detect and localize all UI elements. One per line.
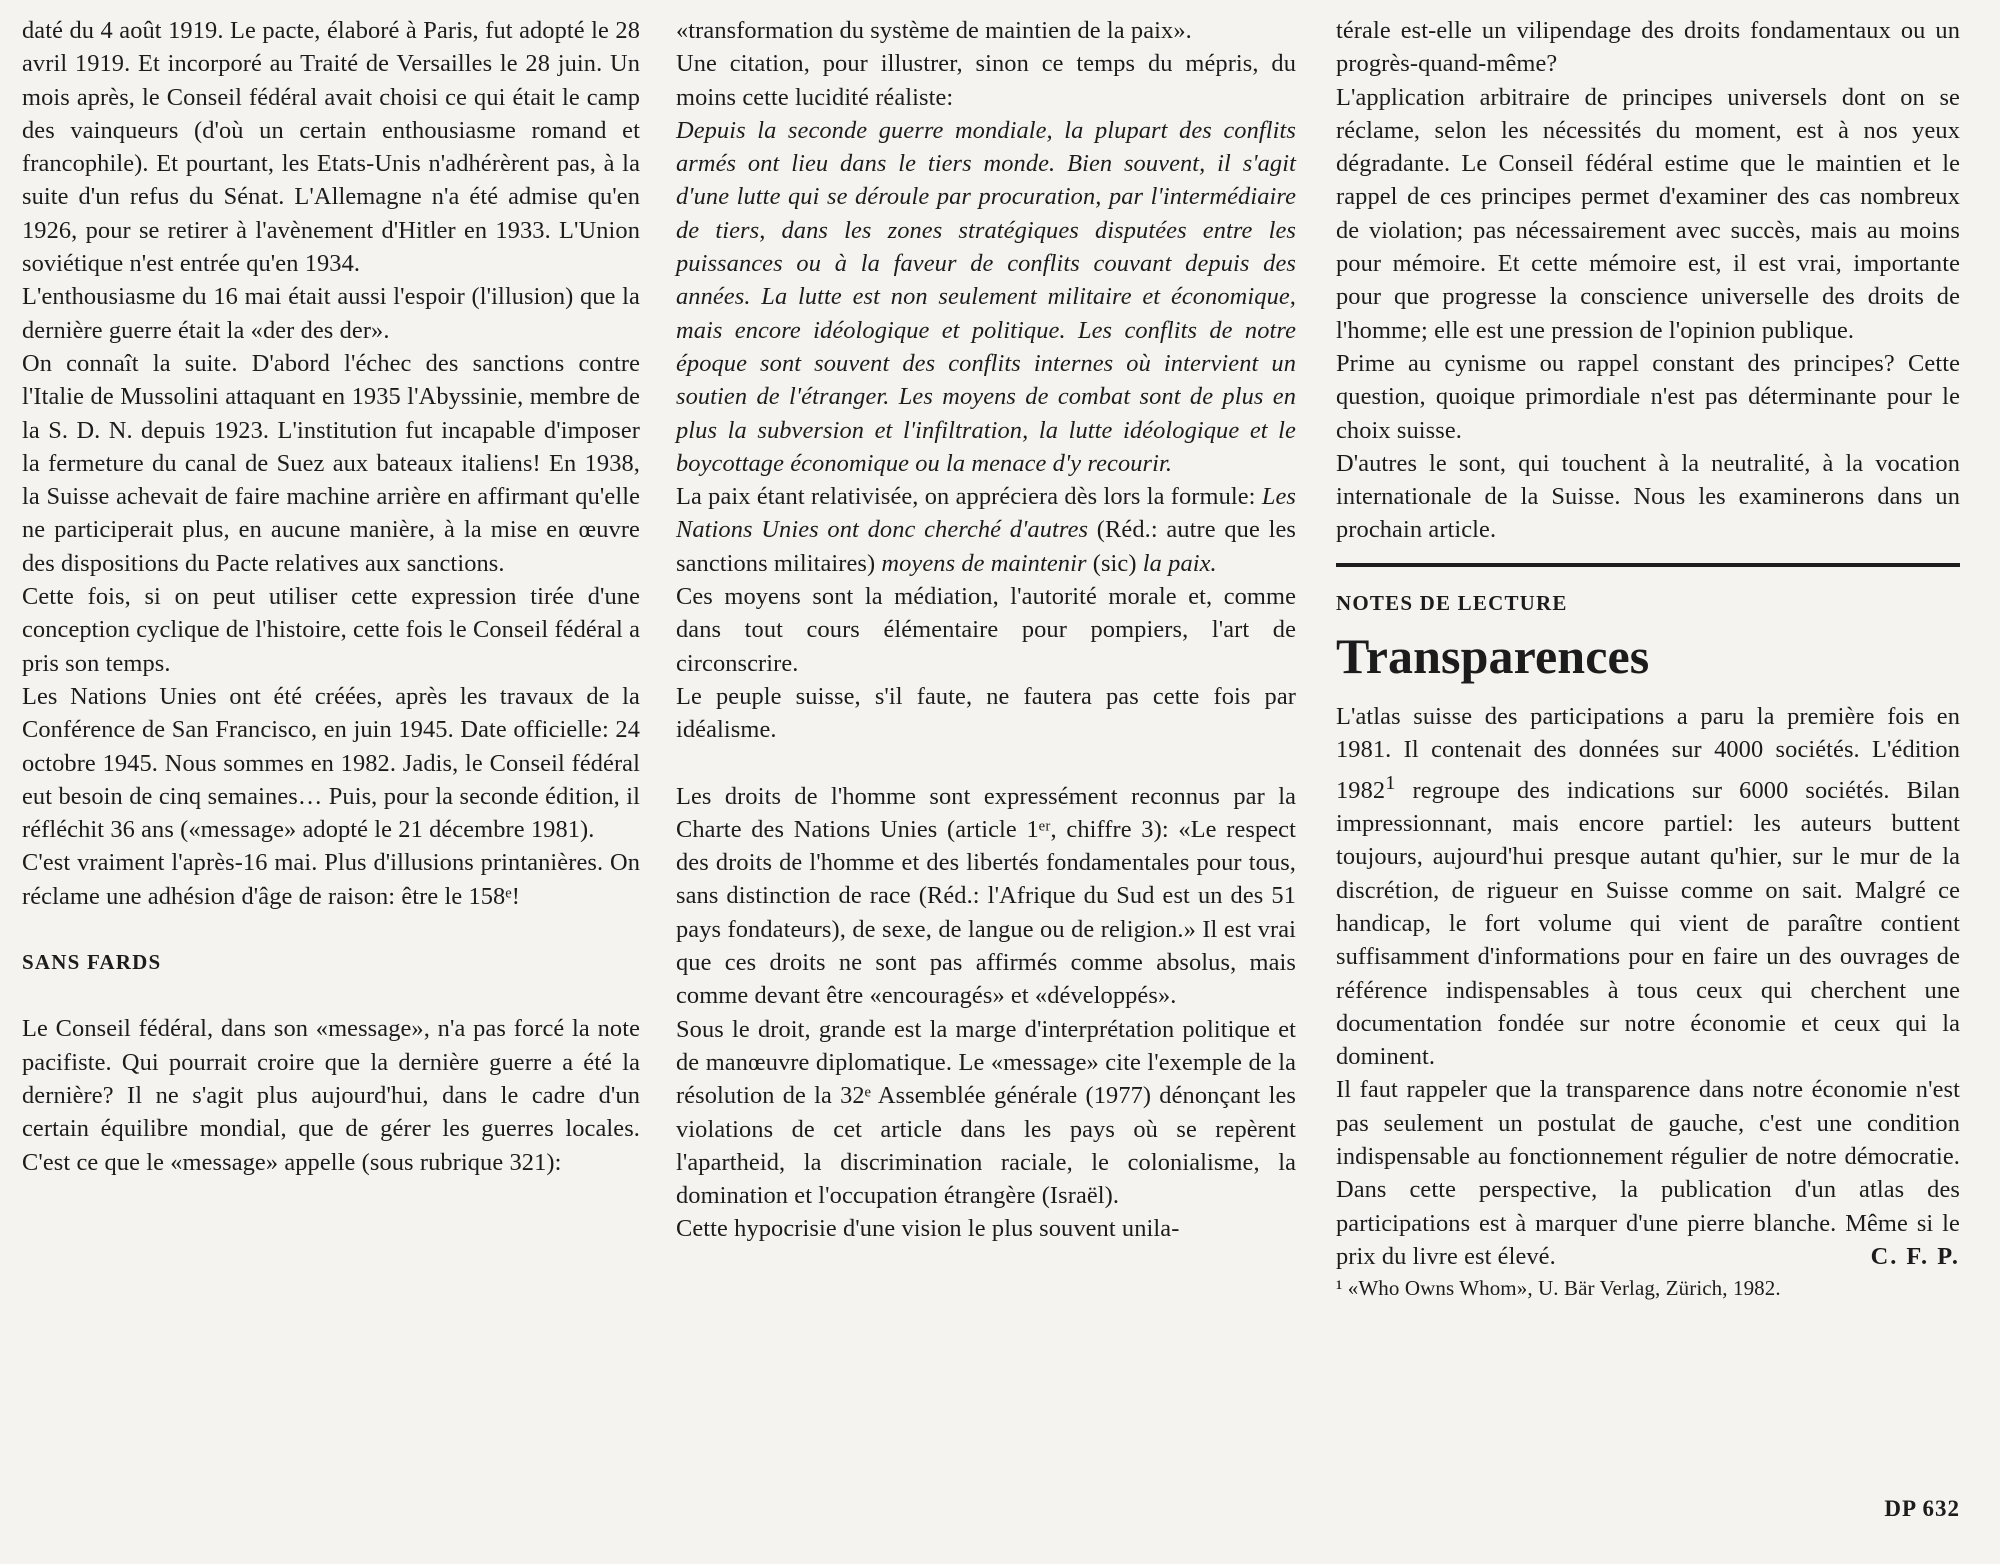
article-title: Transparences — [1336, 628, 1650, 685]
text-run: L'atlas suisse des participations a paru la première fois en 1981. Il contenait des données sur 4000 sociétés. L'édition 1982 — [1336, 703, 1960, 804]
column-2 — [676, 14, 1296, 1246]
section-heading-sans-fards: SANS FARDS — [22, 950, 162, 975]
footnote: ¹ «Who Owns Whom», U. Bär Verlag, Zürich, 1982. — [1336, 1276, 1781, 1301]
paragraph: Les Nations Unies ont été créées, après les travaux de la Conférence de San Francisco, en juin 1945. Date officielle: 24 octobre 1945. Nous sommes en 1982. Jadis, le Conseil fédéral eut besoin de cinq semaines… Puis, pour la seconde édition, il réfléchit 36 ans («message» adopté le 21 décembre 1981). — [22, 682, 640, 844]
paragraph: L'enthousiasme du 16 mai était aussi l'espoir (l'illusion) que la dernière guerre était la «der des der». — [22, 283, 640, 344]
column-3 — [1336, 14, 1960, 1303]
column-1 — [22, 14, 640, 1179]
paragraph: Prime au cynisme ou rappel constant des principes? Cette question, quoique primordiale n'est pas déterminante pour le choix suisse. — [1336, 349, 1960, 444]
paragraph: Les droits de l'homme sont expressément reconnus par la Charte des Nations Unies (article 1ᵉʳ, chiffre 3): «Le respect des droits de l'homme et des libertés fondamentales pour tous, sans distinction de race (Réd.: l'Afrique du Sud est un des 51 pays fondateurs), de sexe, de langue ou de religion.» Il est vrai que ces droits ne sont pas affirmés comme absolus, mais comme devant être «encouragés» et «développés». — [676, 782, 1296, 1010]
paragraph — [1336, 700, 1960, 1073]
paragraph — [676, 480, 1296, 580]
paragraph: D'autres le sont, qui touchent à la neutralité, à la vocation internationale de la Suisse. Nous les examinerons dans un prochain article. — [1336, 449, 1960, 544]
italic-run: Les Nations Unies ont donc cherché d'autres — [676, 483, 1296, 544]
paragraph: «transformation du système de maintien de la paix». — [676, 17, 1192, 44]
paragraph: C'est vraiment l'après-16 mai. Plus d'illusions printanières. On réclame une adhésion d'âge de raison: être le 158ᵉ! — [22, 849, 640, 910]
paragraph: Ces moyens sont la médiation, l'autorité morale et, comme dans tout cours élémentaire pour pompiers, l'art de circonscrire. — [676, 583, 1296, 677]
footnote-marker: 1 — [1385, 771, 1396, 794]
paragraph: Le peuple suisse, s'il faute, ne fautera pas cette fois par idéalisme. — [676, 682, 1296, 744]
page-number: DP 632 — [1884, 1496, 1960, 1521]
paragraph — [1336, 1073, 1960, 1273]
text-run: (Réd.: autre que les sanctions militaires) — [676, 516, 1296, 577]
paragraph: Une citation, pour illustrer, sinon ce temps du mépris, du moins cette lucidité réaliste: — [676, 50, 1296, 111]
quote-paragraph — [676, 114, 1296, 480]
paragraph: Sous le droit, grande est la marge d'interprétation politique et de manœuvre diplomatique. Le «message» cite l'exemple de la résolution de la 32ᵉ Assemblée générale (1977) dénonçant les violations de cet article dans les pays où se repèrent l'apartheid, la discrimination raciale, le colonialisme, la domination et l'occupation étrangère (Israël). — [676, 1015, 1296, 1210]
paragraph: L'application arbitraire de principes universels dont on se réclame, selon les nécessités du moment, est à nos yeux dégradante. Le Conseil fédéral estime que le maintien et le rappel de ces principes permet d'examiner des cas nombreux de violation; pas nécessairement avec succès, mais au moins pour mémoire. Et cette mémoire est, il est vrai, importante pour que progresse la conscience universelle des droits de l'homme; elle est une pression de l'opinion publique. — [1336, 83, 1960, 344]
paragraph: térale est-elle un vilipendage des droits fondamentaux ou un progrès-quand-même? — [1336, 17, 1960, 78]
paragraph: Le Conseil fédéral, dans son «message», n'a pas forcé la note pacifiste. Qui pourrait croire que la dernière guerre a été la dernière? Il ne s'agit plus aujourd'hui, dans le cadre d'un certain équilibre mondial, que de gérer les guerres locales. C'est ce que le «message» appelle (sous rubrique 321): — [22, 1015, 640, 1176]
text-run: La paix étant relativisée, on appréciera dès lors la formule: — [676, 483, 1262, 511]
section-label: NOTES DE LECTURE — [1336, 590, 1568, 615]
quote-text: Depuis la seconde guerre mondiale, la plupart des conflits armés ont lieu dans le tiers monde. Bien souvent, il s'agit d'une lutte qui se déroule par procuration, par l'intermédiaire de tiers, dans les zones stratégiques disputées entre les puissances ou à la faveur de conflits couvant depuis des années. La lutte est non seulement militaire et économique, mais encore idéologique et politique. Les conflits de notre époque sont souvent des conflits internes où intervient un soutien de l'étranger. Les moyens de combat sont de plus en plus la subversion et l'infiltration, la lutte idéologique et le boycottage économique ou la menace d'y recourir. — [676, 116, 1296, 477]
author-signature: C. F. P. — [1870, 1242, 1960, 1270]
text-run: regroupe des indications sur 6000 sociétés. Bilan impressionnant, mais encore partiel: les auteurs buttent toujours, aujourd'hui presque autant qu'hier, sur le mur de la discrétion, de rigueur en Suisse comme on sait. Malgré ce handicap, le fort volume qui vient de paraître contient suffisamment d'informations pour en faire un des ouvrages de référence indispensables à tous ceux qui cherchent une documentation fondée sur notre économie et ceux qui la dominent. — [1336, 776, 1960, 1071]
paragraph: On connaît la suite. D'abord l'échec des sanctions contre l'Italie de Mussolini attaquant en 1935 l'Abyssinie, membre de la S. D. N. depuis 1923. L'institution fut incapable d'imposer la fermeture du canal de Suez aux bateaux italiens! En 1938, la Suisse achevait de faire machine arrière en affirmant qu'elle ne participerait plus, en aucune manière, à la mise en œuvre des dispositions du Pacte relatives aux sanctions. — [22, 349, 640, 577]
paragraph: daté du 4 août 1919. Le pacte, élaboré à Paris, fut adopté le 28 avril 1919. Et incorporé au Traité de Versailles le 28 juin. Un mois après, le Conseil fédéral avait choisi ce qui était le camp des vainqueurs (d'où un certain enthousiasme romand et francophile). Et pourtant, les Etats-Unis n'adhérèrent pas, à la suite d'un refus du Sénat. L'Allemagne n'a été admise qu'en 1926, pour se retirer à l'avènement d'Hitler en 1933. L'Union soviétique n'est entrée qu'en 1934. — [22, 17, 640, 278]
paragraph: Cette fois, si on peut utiliser cette expression tirée d'une conception cyclique de l'histoire, cette fois le Conseil fédéral a pris son temps. — [22, 583, 640, 677]
paragraph: Cette hypocrisie d'une vision le plus souvent unila- — [676, 1215, 1180, 1243]
italic-run: la paix. — [1142, 549, 1217, 577]
section-divider — [1336, 563, 1960, 567]
text-run: Il faut rappeler que la transparence dans notre économie n'est pas seulement un postulat de gauche, c'est une condition indispensable au fonctionnement régulier de notre démocratie. Dans cette perspective, la publication d'un atlas des participations est à marquer d'une pierre blanche. Même si le prix du livre est élevé. — [1336, 1076, 1960, 1270]
text-run: (sic) — [1086, 549, 1143, 577]
italic-run: moyens de maintenir — [881, 549, 1087, 577]
